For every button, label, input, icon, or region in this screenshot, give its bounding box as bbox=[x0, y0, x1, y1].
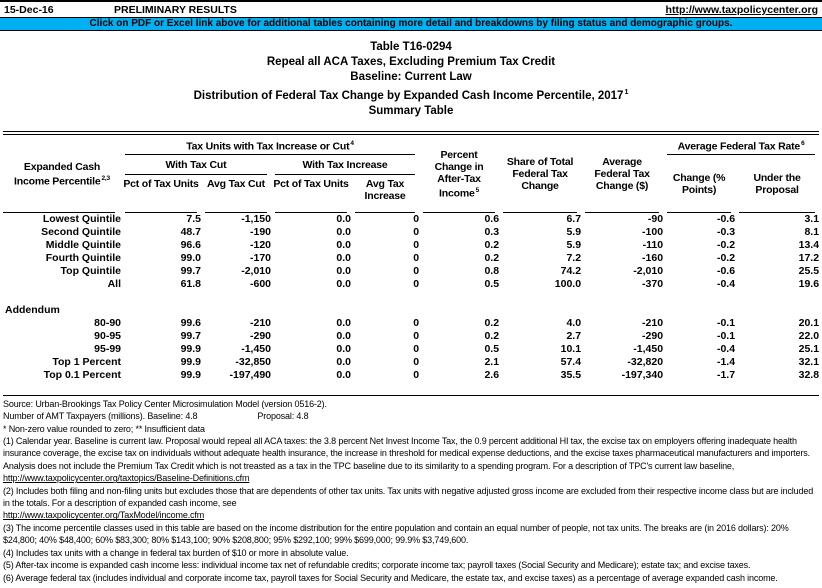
value-cell bbox=[351, 291, 419, 304]
value-cell bbox=[663, 382, 735, 395]
group-header-with-increase: With Tax Increase bbox=[271, 155, 419, 175]
value-cell: 0.3 bbox=[484, 225, 500, 238]
column-header-pct-change-after-tax: Percent Change in After-Tax Income$^5$ bbox=[419, 135, 499, 213]
value-cell bbox=[351, 304, 419, 317]
footnote-marker-5: 5 bbox=[475, 186, 480, 194]
table-row bbox=[3, 278, 819, 291]
addendum-header-row bbox=[3, 304, 819, 317]
value-cell: 0.0 bbox=[336, 342, 351, 355]
value-cell bbox=[271, 304, 351, 317]
value-cell: 0 bbox=[413, 251, 420, 264]
value-cell: 0.2 bbox=[484, 238, 500, 251]
value-cell: 96.6 bbox=[180, 238, 201, 251]
value-cell: -197,490 bbox=[229, 368, 271, 381]
column-header-percentile: Expanded Cash Income Percentile$^{2,3}$ bbox=[3, 135, 121, 213]
value-cell: 17.2 bbox=[798, 251, 820, 264]
footnote-marker-6: 6 bbox=[801, 139, 805, 147]
value-cell: -0.1 bbox=[716, 329, 736, 342]
column-header-rate-proposal: Under the Proposal bbox=[735, 155, 819, 213]
value-cell: -0.6 bbox=[716, 264, 736, 277]
value-cell: 0 bbox=[413, 368, 420, 381]
value-cell: 0.6 bbox=[484, 212, 500, 225]
row-label: Top 1 Percent bbox=[52, 355, 121, 368]
proposal-title: Repeal all ACA Taxes, Excluding Premium Tax Credit bbox=[266, 56, 556, 68]
value-cell: 0.0 bbox=[336, 264, 351, 277]
column-header-avg-inc: Avg Tax Increase bbox=[351, 175, 419, 213]
footnote-1: (1) Calendar year. Baseline is current law. Proposal would repeal all ACA taxes: the 3.8 percent Net Invest Income Tax, the 0.9 percent additional HI tax, the excise tax on employers offering inadequate health insurance coverage, the excise tax on individuals without adequate health insurance, the increase in threshold for medical expense deductions, and the excise taxes pharmaceutical manufacturers and importers. Analysis does not include the Premium Tax Credit which is not treasted as a tax in the TPC baseline due to its similarity to a spending program. For a description of TPC's current law baseline, bbox=[3, 436, 810, 471]
footnotes-block bbox=[0, 396, 822, 584]
value-cell bbox=[735, 382, 819, 395]
value-cell: 99.9 bbox=[180, 355, 201, 368]
group-header-avg-rate: Average Federal Tax Rate$^6$ bbox=[663, 135, 819, 155]
value-cell: 99.9 bbox=[180, 368, 201, 381]
value-cell: 5.9 bbox=[566, 238, 582, 251]
value-cell: 32.8 bbox=[798, 368, 820, 381]
table-row bbox=[3, 330, 819, 343]
row-label: 80-90 bbox=[94, 316, 121, 329]
value-cell: 0 bbox=[413, 238, 420, 251]
table-number-title: Table T16-0294 bbox=[370, 41, 452, 53]
table-row bbox=[3, 343, 819, 356]
value-cell: -0.6 bbox=[716, 212, 736, 225]
value-cell: 35.5 bbox=[560, 368, 582, 381]
value-cell bbox=[201, 382, 271, 395]
value-cell: 0.0 bbox=[336, 212, 351, 225]
column-header-avg-change: Average Federal Tax Change ($) bbox=[581, 135, 663, 213]
row-label: Middle Quintile bbox=[45, 238, 121, 251]
value-cell: 0 bbox=[413, 316, 420, 329]
row-label: 95-99 bbox=[94, 342, 121, 355]
header-row-groups bbox=[3, 135, 819, 155]
value-cell bbox=[581, 382, 663, 395]
source-note: Source: Urban-Brookings Tax Policy Center Microsimulation Model (version 0516-2). bbox=[3, 398, 327, 409]
value-cell: -120 bbox=[249, 238, 271, 251]
value-cell bbox=[581, 291, 663, 304]
value-cell: 19.6 bbox=[798, 277, 820, 290]
value-cell: 2.6 bbox=[484, 368, 500, 381]
value-cell: 0 bbox=[413, 355, 420, 368]
value-cell: -197,340 bbox=[621, 368, 664, 381]
value-cell: -290 bbox=[249, 329, 271, 342]
value-cell bbox=[121, 382, 201, 395]
table-row bbox=[3, 226, 819, 239]
value-cell bbox=[499, 382, 581, 395]
summary-table bbox=[3, 131, 819, 396]
footnote-5: (5) After-tax income is expanded cash income less: individual income tax net of refundable credits; corporate income tax; payroll taxes (Social Security and Medicare); estate tax; and excise taxes. bbox=[3, 560, 751, 571]
value-cell: 0 bbox=[413, 264, 420, 277]
addendum-label: Addendum bbox=[5, 303, 60, 316]
value-cell: -1,150 bbox=[241, 212, 271, 225]
column-header-pct-units-cut: Pct of Tax Units bbox=[121, 175, 201, 213]
value-cell: 10.1 bbox=[560, 342, 582, 355]
baseline-definitions-link[interactable]: http://www.taxpolicycenter.org/taxtopics/Baseline-Definitions.cfm bbox=[3, 473, 250, 484]
table-row bbox=[3, 356, 819, 369]
value-cell: 2.7 bbox=[566, 329, 582, 342]
distribution-title: Distribution of Federal Tax Change by Expanded Cash Income Percentile, 2017$^1$ bbox=[193, 88, 629, 102]
value-cell: 0.5 bbox=[484, 342, 500, 355]
summary-table-title: Summary Table bbox=[368, 104, 454, 117]
value-cell: 0 bbox=[413, 329, 420, 342]
value-cell: 0.2 bbox=[484, 316, 500, 329]
value-cell: 0.5 bbox=[484, 277, 500, 290]
value-cell: -600 bbox=[249, 277, 271, 290]
date-label: 15-Dec-16 bbox=[4, 4, 54, 16]
value-cell: 99.6 bbox=[180, 316, 201, 329]
footnote-1-link-line bbox=[3, 472, 819, 484]
value-cell: -2,010 bbox=[241, 264, 271, 277]
value-cell: 0.0 bbox=[336, 238, 351, 251]
value-cell: 25.5 bbox=[798, 264, 820, 277]
group-header-with-cut: With Tax Cut bbox=[121, 155, 271, 175]
value-cell: -1.4 bbox=[716, 355, 736, 368]
value-cell: 48.7 bbox=[180, 225, 201, 238]
value-cell bbox=[271, 382, 351, 395]
value-cell bbox=[201, 291, 271, 304]
value-cell: -110 bbox=[642, 238, 664, 251]
value-cell: 0.2 bbox=[484, 251, 500, 264]
value-cell: 61.8 bbox=[180, 277, 201, 290]
value-cell: 0 bbox=[413, 225, 420, 238]
top-bar bbox=[0, 2, 822, 17]
value-cell: 20.1 bbox=[798, 316, 820, 329]
row-label bbox=[3, 382, 121, 395]
value-cell bbox=[121, 291, 201, 304]
value-cell: 3.1 bbox=[804, 212, 820, 225]
value-cell bbox=[663, 304, 735, 317]
value-cell: -290 bbox=[642, 329, 664, 342]
value-cell: -32,850 bbox=[235, 355, 271, 368]
row-label bbox=[3, 291, 121, 304]
value-cell: 99.0 bbox=[180, 251, 201, 264]
value-cell: -0.2 bbox=[716, 238, 736, 251]
footnote-marker-4: 4 bbox=[350, 139, 354, 147]
row-label: All bbox=[107, 277, 121, 290]
value-cell bbox=[663, 291, 735, 304]
value-cell: 99.9 bbox=[180, 342, 201, 355]
value-cell: 7.2 bbox=[566, 251, 582, 264]
column-header-pct-units-inc: Pct of Tax Units bbox=[271, 175, 351, 213]
taxpolicycenter-link[interactable]: http://www.taxpolicycenter.org bbox=[665, 4, 818, 16]
value-cell: -370 bbox=[642, 277, 664, 290]
value-cell: 7.5 bbox=[186, 212, 201, 225]
value-cell: 0.0 bbox=[336, 368, 351, 381]
row-label: Second Quintile bbox=[41, 225, 121, 238]
preliminary-results-label: PRELIMINARY RESULTS bbox=[114, 4, 237, 16]
value-cell bbox=[201, 304, 271, 317]
value-cell: 2.1 bbox=[484, 355, 500, 368]
value-cell bbox=[735, 291, 819, 304]
table-body bbox=[3, 213, 819, 395]
row-label: Lowest Quintile bbox=[42, 212, 121, 225]
value-cell: -1.7 bbox=[716, 368, 736, 381]
value-cell: -100 bbox=[642, 225, 664, 238]
value-cell: 0.8 bbox=[484, 264, 500, 277]
value-cell: 0.0 bbox=[336, 225, 351, 238]
column-header-share-total: Share of Total Federal Tax Change bbox=[499, 135, 581, 213]
value-cell: 0 bbox=[413, 342, 420, 355]
footnote-2-link-line bbox=[3, 509, 819, 521]
value-cell bbox=[271, 291, 351, 304]
value-cell: 57.4 bbox=[560, 355, 582, 368]
table-row bbox=[3, 252, 819, 265]
table-row bbox=[3, 213, 819, 226]
value-cell: -0.2 bbox=[716, 251, 736, 264]
value-cell: 0.0 bbox=[336, 329, 351, 342]
baseline-title: Baseline: Current Law bbox=[350, 71, 472, 83]
footnote-6: (6) Average federal tax (includes individual and corporate income tax, payroll taxes for Social Security and Medicare, the estate tax, and excise taxes) as a percentage of average expanded cash income. bbox=[3, 572, 778, 583]
value-cell: 25.1 bbox=[798, 342, 820, 355]
value-cell: 0 bbox=[413, 212, 420, 225]
value-cell: -160 bbox=[642, 251, 664, 264]
table-row bbox=[3, 369, 819, 382]
value-cell: -210 bbox=[249, 316, 271, 329]
value-cell: 0.0 bbox=[336, 355, 351, 368]
value-cell: 6.7 bbox=[566, 212, 582, 225]
value-cell: -90 bbox=[647, 212, 664, 225]
value-cell: 32.1 bbox=[798, 355, 820, 368]
spacer-row bbox=[3, 382, 819, 395]
value-cell bbox=[499, 304, 581, 317]
value-cell: 4.0 bbox=[566, 316, 582, 329]
value-cell: -190 bbox=[249, 225, 271, 238]
value-cell: 0.0 bbox=[336, 251, 351, 264]
amt-note: Number of AMT Taxpayers (millions). Baseline: 4.8 Proposal: 4.8 bbox=[3, 411, 309, 422]
value-cell: 8.1 bbox=[804, 225, 820, 238]
value-cell bbox=[351, 382, 419, 395]
value-cell: 74.2 bbox=[560, 264, 582, 277]
value-cell: -210 bbox=[642, 316, 664, 329]
value-cell: 13.4 bbox=[798, 238, 820, 251]
income-definition-link[interactable]: http://www.taxpolicycenter.org/TaxModel/income.cfm bbox=[3, 510, 205, 521]
footnote-3: (3) The income percentile classes used in this table are based on the income distribution for the entire population and contain an equal number of people, not tax units. The breaks are (in 2016 dollars): 20% $24,800; 40% $48,400; 60% $83,300; 80% $143,100; 90% $208,800; 95% $292,100; 99% $699,000; 99.9% $3,749,600. bbox=[3, 522, 789, 546]
value-cell bbox=[735, 304, 819, 317]
instruction-banner: Click on PDF or Excel link above for additional tables containing more detail and breakdowns by filing status and demographic groups. bbox=[0, 17, 822, 31]
value-cell: 5.9 bbox=[566, 225, 582, 238]
value-cell: 0.2 bbox=[484, 329, 500, 342]
footnote-marker-1: 1 bbox=[624, 88, 629, 96]
title-block bbox=[0, 40, 822, 119]
value-cell: -0.3 bbox=[716, 225, 736, 238]
footnote-4: (4) Includes tax units with a change in federal tax burden of $10 or more in absolute value. bbox=[3, 547, 349, 558]
row-label: Top 0.1 Percent bbox=[43, 368, 121, 381]
spacer-row bbox=[3, 291, 819, 304]
row-label: Top Quintile bbox=[60, 264, 121, 277]
value-cell: 100.0 bbox=[554, 277, 582, 290]
header-row-subgroups bbox=[3, 155, 819, 175]
table-row bbox=[3, 239, 819, 252]
footnote-marker-2-3: 2,3 bbox=[101, 174, 110, 182]
table-row bbox=[3, 317, 819, 330]
group-header-tax-units: Tax Units with Tax Increase or Cut$^4$ bbox=[121, 135, 419, 155]
value-cell bbox=[121, 304, 201, 317]
value-cell: 99.7 bbox=[180, 264, 201, 277]
value-cell: 0 bbox=[413, 277, 420, 290]
value-cell: -2,010 bbox=[633, 264, 664, 277]
value-cell: -0.1 bbox=[716, 316, 736, 329]
footnote-2: (2) Includes both filing and non-filing units but excludes those that are dependents of other tax units. Tax units with negative adjusted gross income are excluded from their respective income class but are included in the totals. For a description of expanded cash income, see bbox=[3, 485, 814, 509]
value-cell bbox=[581, 304, 663, 317]
value-cell: 0.0 bbox=[336, 277, 351, 290]
value-cell: -32,820 bbox=[627, 355, 664, 368]
amt-proposal-value: Proposal: 4.8 bbox=[257, 411, 309, 422]
value-cell bbox=[419, 382, 499, 395]
value-cell: 22.0 bbox=[798, 329, 820, 342]
value-cell: 99.7 bbox=[180, 329, 201, 342]
value-cell: -0.4 bbox=[716, 277, 736, 290]
row-label: Fourth Quintile bbox=[45, 251, 121, 264]
value-cell bbox=[419, 304, 499, 317]
value-cell: 0.0 bbox=[336, 316, 351, 329]
column-header-avg-cut: Avg Tax Cut bbox=[201, 175, 271, 213]
value-cell: -1,450 bbox=[241, 342, 271, 355]
value-cell: -1,450 bbox=[633, 342, 664, 355]
table-row bbox=[3, 265, 819, 278]
value-cell: -170 bbox=[249, 251, 271, 264]
row-label: 90-95 bbox=[94, 329, 121, 342]
value-cell bbox=[419, 291, 499, 304]
value-cell bbox=[499, 291, 581, 304]
value-cell: -0.4 bbox=[716, 342, 736, 355]
column-header-rate-change: Change (% Points) bbox=[663, 155, 735, 213]
asterisk-note: * Non-zero value rounded to zero; ** Insufficient data bbox=[3, 423, 205, 434]
